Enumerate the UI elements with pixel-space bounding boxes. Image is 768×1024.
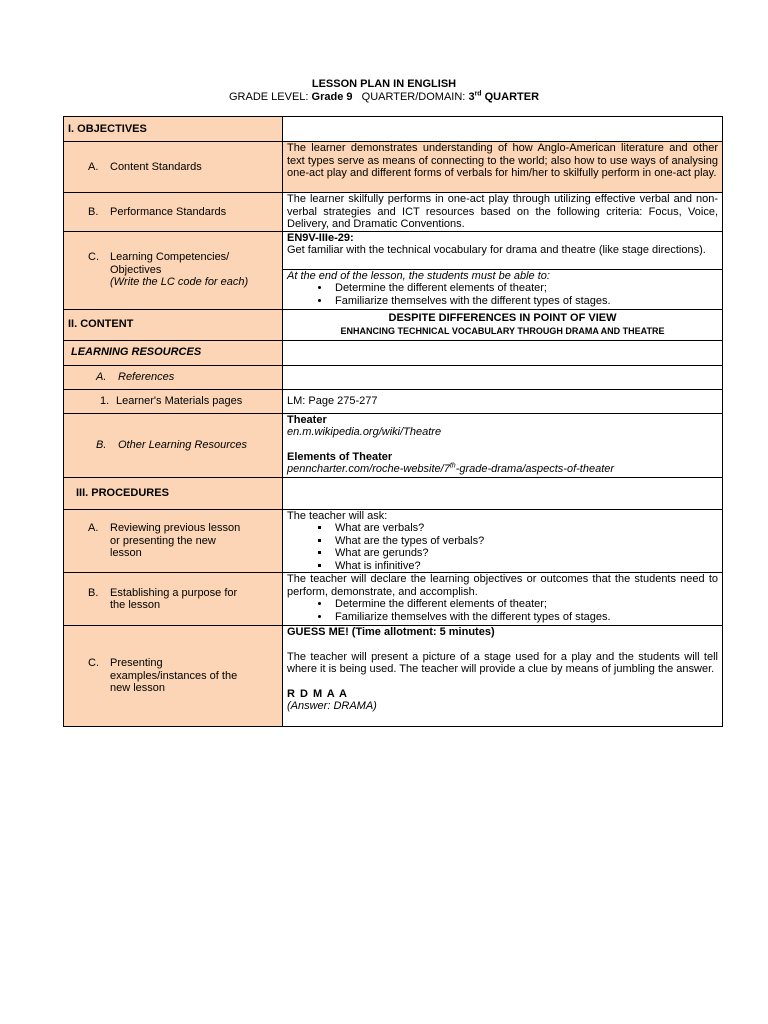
purpose-list (287, 598, 718, 623)
presenting-label-cell (64, 626, 283, 727)
references-label-cell (64, 365, 283, 389)
lm-pages-num: 1. (100, 394, 110, 407)
resources-heading: LEARNING RESOURCES (64, 340, 283, 365)
performance-standards-letter: B. (88, 205, 99, 218)
list-item: ▪ What are verbals? (331, 522, 718, 535)
content-heading: II. CONTENT (64, 309, 283, 340)
reviewing-questions (287, 522, 718, 572)
purpose-text: The teacher will declare the learning objectives or outcomes that the students need to perform, demonstrate, and accomplish. (287, 573, 718, 598)
references-row (64, 365, 723, 389)
document-header (0, 78, 768, 104)
competencies-label-2: Objectives (110, 263, 162, 276)
competency-code-text: Get familiar with the technical vocabulary for drama and theatre (like stage directions). (287, 244, 706, 256)
competencies-label-cell (64, 231, 283, 309)
document-title: LESSON PLAN IN ENGLISH (311, 78, 457, 90)
content-standards-text: The learner demonstrates understanding of how Anglo-American literature and other text types serve as means of connecting to the world; also how to use ways of analysing one-act play and different forms of verbals for him/her to skilfully perform in one-act play. (283, 142, 723, 193)
lm-pages-label-cell (64, 389, 283, 413)
quarter-value: 3rd QUARTER (468, 90, 540, 103)
activity-text: The teacher will present a picture of a stage used for a play and the students will tell where it is being used. The teacher will provide a clue by means of jumbling the answer. (287, 650, 718, 675)
reviewing-cell (283, 509, 723, 573)
resource-title-theater: Theater (287, 413, 327, 426)
lm-pages-label: Learner's Materials pages (116, 394, 243, 407)
performance-standards-label: Performance Standards (110, 205, 227, 218)
other-resources-label: Other Learning Resources (118, 438, 248, 451)
competency-list (287, 282, 718, 307)
performance-standards-label-cell (64, 193, 283, 232)
reviewing-label-cell (64, 509, 283, 573)
content-standards-label-cell (64, 142, 283, 193)
content-title: DESPITE DIFFERENCES IN POINT OF VIEW (388, 312, 617, 324)
purpose-label-cell (64, 573, 283, 626)
list-item: • Determine the different elements of theater; (331, 282, 718, 295)
list-item: • Familiarize themselves with the different types of stages. (331, 295, 718, 308)
presenting-label-2: examples/instances of the (110, 669, 238, 682)
presenting-row (64, 626, 723, 727)
grade-quarter-line (0, 91, 768, 104)
content-standards-letter: A. (88, 160, 99, 173)
reviewing-intro: The teacher will ask: (287, 509, 388, 522)
competencies-row (64, 231, 723, 269)
competency-objectives-cell (283, 269, 723, 309)
jumble-answer: (Answer: DRAMA) (287, 700, 377, 712)
other-resources-label-cell (64, 413, 283, 477)
list-item: ▪ What are the types of verbals? (331, 535, 718, 548)
list-item: • Determine the different elements of theater; (331, 598, 718, 611)
competencies-note: (Write the LC code for each) (110, 276, 249, 289)
purpose-letter: B. (88, 586, 99, 599)
content-subtitle: ENHANCING TECHNICAL VOCABULARY THROUGH DRAMA AND THEATRE (340, 325, 665, 336)
objectives-empty-cell (283, 117, 723, 142)
competencies-letter: C. (88, 251, 99, 264)
references-label: References (118, 370, 175, 383)
quarter-label: QUARTER/DOMAIN: (361, 91, 466, 103)
resource-link-theater[interactable]: en.m.wikipedia.org/wiki/Theatre (287, 426, 442, 438)
competency-code-cell (283, 231, 723, 269)
presenting-label-3: new lesson (110, 682, 166, 695)
presenting-letter: C. (88, 657, 99, 670)
other-resources-row (64, 413, 723, 477)
resources-empty-cell (283, 340, 723, 365)
resources-row (64, 340, 723, 365)
list-item: • Familiarize themselves with the different types of stages. (331, 611, 718, 624)
other-resources-cell (283, 413, 723, 477)
activity-title: GUESS ME! (Time allotment: 5 minutes) (287, 626, 495, 638)
procedures-row (64, 477, 723, 509)
procedures-heading: III. PROCEDURES (64, 477, 283, 509)
presenting-cell (283, 626, 723, 727)
reviewing-label-3: lesson (110, 547, 142, 559)
procedures-empty-cell (283, 477, 723, 509)
purpose-label: Establishing a purpose for (110, 586, 238, 599)
content-title-cell (283, 309, 723, 340)
lm-pages-value: LM: Page 275-277 (283, 389, 723, 413)
references-empty-cell (283, 365, 723, 389)
jumbled-word: R D M A A (287, 687, 348, 700)
references-letter: A. (96, 370, 107, 383)
list-item: ▪ What is infinitive? (331, 560, 718, 573)
presenting-label: Presenting (110, 657, 163, 670)
grade-label: GRADE LEVEL: (228, 91, 309, 103)
reviewing-letter: A. (88, 522, 99, 534)
content-standards-row (64, 142, 723, 193)
purpose-label-2: the lesson (110, 599, 161, 611)
lesson-plan-table (63, 116, 723, 727)
competency-intro: At the end of the lesson, the students must be able to: (287, 269, 550, 282)
list-item: ▪ What are gerunds? (331, 547, 718, 560)
lm-pages-row (64, 389, 723, 413)
grade-value: Grade 9 (311, 91, 353, 103)
performance-standards-row (64, 193, 723, 232)
competency-code: EN9V-IIIe-29: (287, 231, 354, 244)
content-row (64, 309, 723, 340)
objectives-heading: I. OBJECTIVES (64, 117, 283, 142)
reviewing-label-2: or presenting the new (110, 534, 216, 547)
performance-standards-text: The learner skilfully performs in one-act play through utilizing effective verbal and non-verbal strategies and ICT resources based on the following criteria: Focus, Voice, Delivery, and Dramatic Conventions. (283, 193, 723, 232)
content-standards-label: Content Standards (110, 160, 202, 173)
other-resources-letter: B. (96, 438, 107, 451)
resource-link-elements[interactable]: penncharter.com/roche-website/7th-grade-drama/aspects-of-theater (287, 462, 615, 475)
reviewing-row (64, 509, 723, 573)
reviewing-label: Reviewing previous lesson (110, 522, 241, 534)
purpose-row (64, 573, 723, 626)
purpose-cell (283, 573, 723, 626)
resource-title-elements: Elements of Theater (287, 450, 393, 463)
objectives-row (64, 117, 723, 142)
competencies-label: Learning Competencies/ (110, 251, 230, 264)
